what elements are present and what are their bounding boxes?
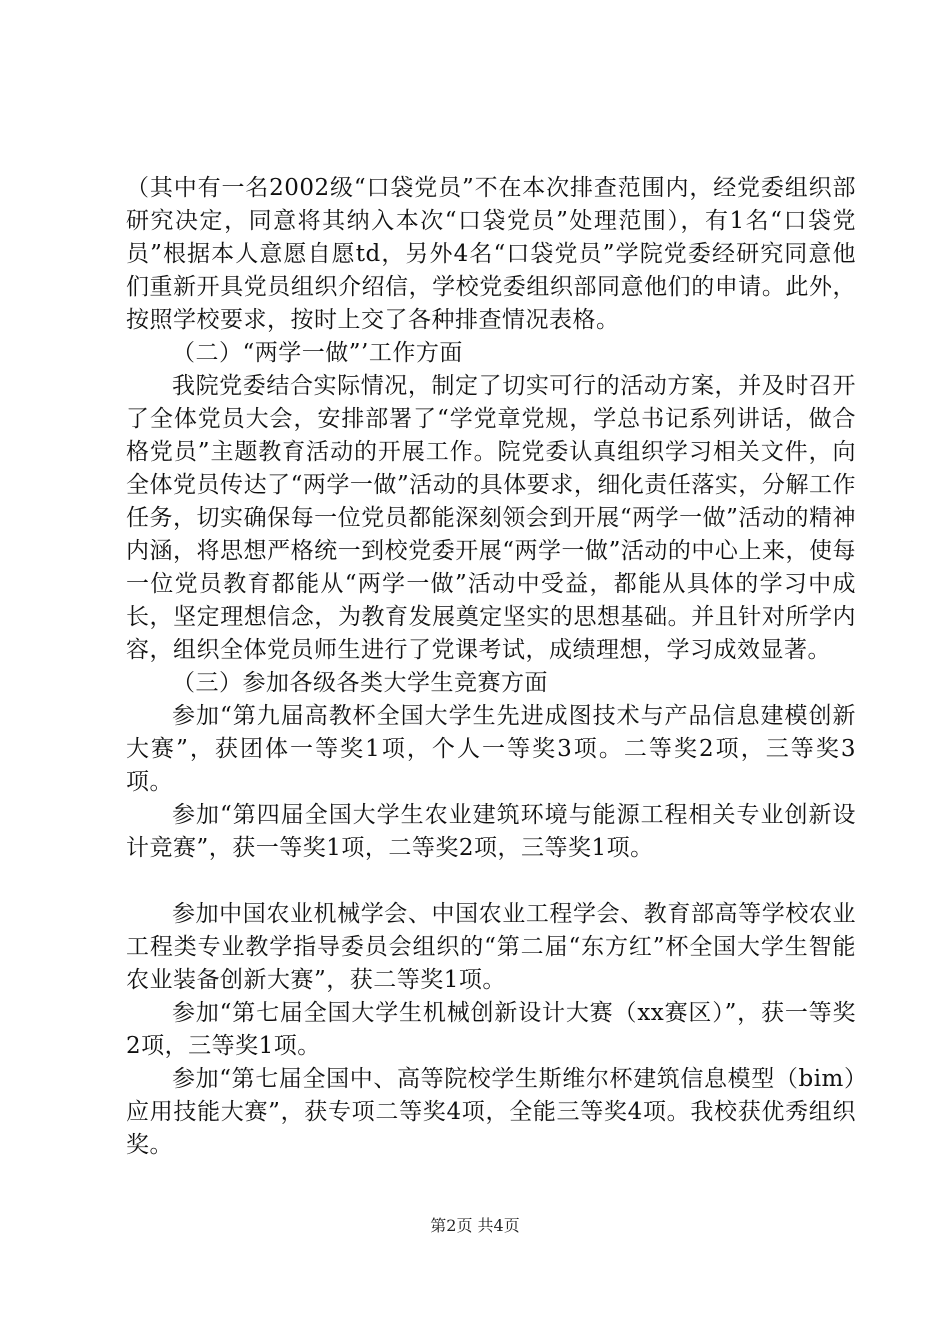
paragraph-continuation: （其中有一名2002级“口袋党员”不在本次排查范围内，经党委组织部研究决定，同意将其纳入本次“口袋党员”处理范围），有1名“口袋党员”根据本人意愿自愿td，另外4名“口袋党员”学院党委经研究同意他们重新开具党员组织介绍信，学校党委组织部同意他们的申请。此外，按照学校要求，按时上交了各种排查情况表格。 (126, 175, 856, 333)
section-heading-competitions: （三）参加各级各类大学生竞赛方面 (172, 670, 548, 696)
blank-line (126, 865, 856, 898)
paragraph-competition-1: 参加“第九届高教杯全国大学生先进成图技术与产品信息建模创新大赛”，获团体一等奖1项，个人一等奖3项。二等奖2项，三等奖3项。 (126, 703, 856, 795)
document-body (126, 172, 856, 1162)
section-heading-two-study: （二）“两学一做”’工作方面 (172, 340, 463, 366)
paragraph-competition-3: 参加中国农业机械学会、中国农业工程学会、教育部高等学校农业工程类专业教学指导委员会组织的“第二届“东方红”杯全国大学生智能农业装备创新大赛”，获二等奖1项。 (126, 901, 856, 993)
paragraph-two-study: 我院党委结合实际情况，制定了切实可行的活动方案，并及时召开了全体党员大会，安排部署了“学党章党规，学总书记系列讲话，做合格党员”主题教育活动的开展工作。院党委认真组织学习相关文件，向全体党员传达了“两学一做”活动的具体要求，细化责任落实，分解工作任务，切实确保每一位党员都能深刻领会到开展“两学一做”活动的精神内涵，将思想严格统一到校党委开展“两学一做”活动的中心上来，使每一位党员教育都能从“两学一做”活动中受益，都能从具体的学习中成长，坚定理想信念，为教育发展奠定坚实的思想基础。并且针对所学内容，组织全体党员师生进行了党课考试，成绩理想，学习成效显著。 (126, 373, 856, 663)
paragraph-competition-5: 参加“第七届全国中、高等院校学生斯维尔杯建筑信息模型（bim）应用技能大赛”，获专项二等奖4项，全能三等奖4项。我校获优秀组织奖。 (126, 1066, 856, 1158)
page-number-footer: 第2页 共4页 (430, 1216, 520, 1235)
paragraph-competition-2: 参加“第四届全国大学生农业建筑环境与能源工程相关专业创新设计竞赛”，获一等奖1项，二等奖2项，三等奖1项。 (126, 802, 856, 861)
paragraph-competition-4: 参加“第七届全国大学生机械创新设计大赛（xx赛区）”，获一等奖2项，三等奖1项。 (126, 1000, 856, 1059)
